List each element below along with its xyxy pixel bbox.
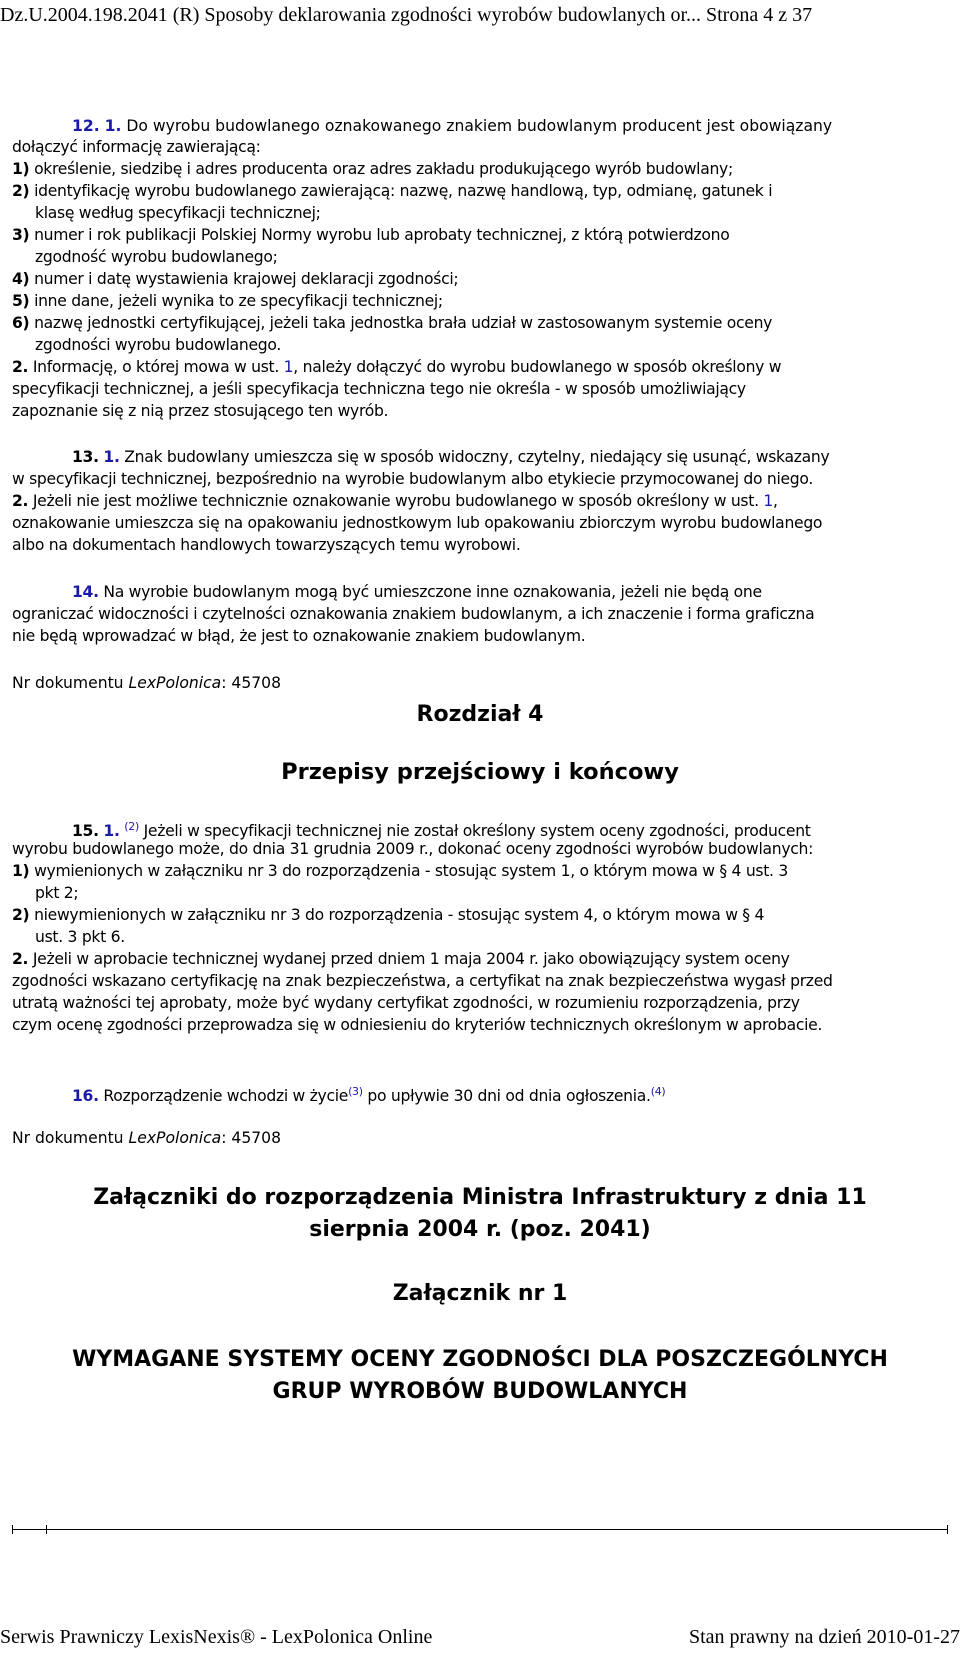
annex-title-line: Załączniki do rozporządzenia Ministra Infrastruktury z dnia 11 bbox=[93, 1185, 867, 1210]
list-text: numer i datę wystawienia krajowej deklaracji zgodności; bbox=[34, 270, 459, 288]
paragraph-text: Jeżeli w specyfikacji technicznej nie został określony system oceny zgodności, producent bbox=[143, 822, 811, 840]
document-number-label: Nr dokumentu bbox=[12, 674, 129, 692]
section-number: 16. bbox=[72, 1087, 99, 1105]
paragraph-text-line: nie będą wprowadzać w błąd, że jest to oznakowanie znakiem budowlanym. bbox=[12, 627, 586, 645]
paragraph-16 bbox=[72, 1082, 665, 1106]
paragraph-text-line: w specyfikacji technicznej, bezpośrednio na wyrobie budowlanym albo etykiecie przymocowanej do niego. bbox=[12, 470, 814, 488]
page-header: Dz.U.2004.198.2041 (R) Sposoby deklarowania zgodności wyrobów budowlanych or... Strona 4 z 37 bbox=[0, 4, 813, 26]
table-column-tick bbox=[46, 1525, 47, 1534]
document-number-value: : 45708 bbox=[221, 674, 282, 692]
paragraph-number: 2. bbox=[12, 358, 29, 376]
paragraph-text: Jeżeli w aprobacie technicznej wydanej przed dniem 1 maja 2004 r. jako obowiązujący system oceny bbox=[32, 950, 790, 968]
footer-right: Stan prawny na dzień 2010-01-27 bbox=[688, 1626, 960, 1648]
paragraph-text: , bbox=[773, 492, 778, 510]
footnote-link[interactable]: (4) bbox=[650, 1085, 666, 1098]
annex-heading-line: GRUP WYROBÓW BUDOWLANYCH bbox=[272, 1379, 688, 1404]
footer-left: Serwis Prawniczy LexisNexis® - LexPolonica Online bbox=[0, 1626, 433, 1648]
list-item-continuation: zgodność wyrobu budowlanego; bbox=[35, 248, 278, 266]
list-item bbox=[12, 269, 458, 289]
paragraph-number: 1. bbox=[103, 448, 120, 466]
paragraph-text-line: dołączyć informację zawierającą: bbox=[12, 138, 261, 156]
document-number bbox=[12, 1128, 281, 1148]
annex-title-line: sierpnia 2004 r. (poz. 2041) bbox=[309, 1217, 651, 1242]
document-number-value: : 45708 bbox=[221, 1129, 282, 1147]
list-item-continuation: zgodności wyrobu budowlanego. bbox=[35, 336, 282, 354]
paragraph-number: 2. bbox=[12, 950, 29, 968]
paragraph-13-1 bbox=[72, 447, 829, 467]
footnote-link[interactable]: (2) bbox=[124, 820, 139, 833]
list-item bbox=[12, 159, 733, 179]
list-item bbox=[12, 291, 443, 311]
paragraph-text-line: ograniczać widoczności i czytelności oznakowania znakiem budowlanym, a ich znaczenie i forma graficzna bbox=[12, 605, 815, 623]
paragraph-text: po upływie 30 dni od dnia ogłoszenia. bbox=[362, 1087, 651, 1105]
paragraph-number: 1. bbox=[103, 822, 120, 840]
list-number: 4) bbox=[12, 270, 30, 288]
footnote-link[interactable]: (3) bbox=[348, 1085, 363, 1098]
paragraph-text-line: zapoznanie się z nią przez stosującego ten wyrób. bbox=[12, 402, 389, 420]
list-number: 3) bbox=[12, 226, 30, 244]
section-number: 14. bbox=[72, 583, 99, 601]
paragraph-text-line: specyfikacji technicznej, a jeśli specyfikacja techniczna tego nie określa - w sposób umożliwiający bbox=[12, 380, 746, 398]
document-number-label: Nr dokumentu bbox=[12, 1129, 129, 1147]
section-number: 15. bbox=[72, 822, 99, 840]
section-number: 13. bbox=[72, 448, 99, 466]
list-number: 1) bbox=[12, 862, 30, 880]
paragraph-text: , należy dołączyć do wyrobu budowlanego w sposób określony w bbox=[293, 358, 782, 376]
list-text: określenie, siedzibę i adres producenta oraz adres zakładu produkującego wyrób budowlany; bbox=[34, 160, 733, 178]
paragraph-text: Do wyrobu budowlanego oznakowanego znakiem budowlanym producent jest obowiązany bbox=[126, 117, 833, 135]
paragraph-text: Znak budowlany umieszcza się w sposób widoczny, czytelny, niedający się usunąć, wskazany bbox=[124, 448, 830, 466]
list-item bbox=[12, 181, 772, 201]
paragraph-text-line: czym ocenę zgodności przeprowadza się w odniesieniu do kryteriów technicznych określonym w aprobacie. bbox=[12, 1016, 823, 1034]
paragraph-text-line: wyrobu budowlanego może, do dnia 31 grudnia 2009 r., dokonać oceny zgodności wyrobów budowlanych: bbox=[12, 840, 814, 858]
paragraph-14 bbox=[72, 582, 762, 602]
list-number: 2) bbox=[12, 906, 30, 924]
paragraph-12-1 bbox=[72, 116, 832, 136]
chapter-title: Rozdział 4 bbox=[416, 702, 544, 727]
paragraph-15-2 bbox=[12, 949, 790, 969]
list-text: numer i rok publikacji Polskiej Normy wyrobu lub aprobaty technicznej, z którą potwierdzono bbox=[34, 226, 730, 244]
table-column-tick bbox=[947, 1525, 948, 1534]
reference-link[interactable]: 1 bbox=[283, 358, 294, 376]
paragraph-text: Jeżeli nie jest możliwe technicznie oznakowanie wyrobu budowlanego w sposób określony w ust. bbox=[32, 492, 759, 510]
list-item-continuation: klasę według specyfikacji technicznej; bbox=[35, 204, 321, 222]
lexpolonica-brand: LexPolonica bbox=[128, 1129, 222, 1147]
reference-link[interactable]: 1 bbox=[763, 492, 774, 510]
lexpolonica-brand: LexPolonica bbox=[128, 674, 222, 692]
list-text: niewymienionych w załączniku nr 3 do rozporządzenia - stosując system 4, o którym mowa w § 4 bbox=[34, 906, 765, 924]
paragraph-text-line: zgodności wskazano certyfikację na znak bezpieczeństwa, a certyfikat na znak bezpieczeństwa wygasł przed bbox=[12, 972, 833, 990]
table-column-tick bbox=[12, 1525, 13, 1534]
list-number: 5) bbox=[12, 292, 30, 310]
paragraph-number: 1. bbox=[104, 117, 122, 135]
paragraph-text: Na wyrobie budowlanym mogą być umieszczone inne oznakowania, jeżeli nie będą one bbox=[103, 583, 762, 601]
list-item bbox=[12, 861, 788, 881]
annex-number: Załącznik nr 1 bbox=[392, 1281, 568, 1306]
section-number: 12. bbox=[72, 117, 100, 135]
paragraph-text: Rozporządzenie wchodzi w życie bbox=[103, 1087, 349, 1105]
list-item-continuation: ust. 3 pkt 6. bbox=[35, 928, 125, 946]
paragraph-12-2 bbox=[12, 357, 781, 377]
list-number: 1) bbox=[12, 160, 30, 178]
list-item-continuation: pkt 2; bbox=[35, 884, 79, 902]
list-item bbox=[12, 225, 729, 245]
list-item bbox=[12, 905, 764, 925]
paragraph-text-line: utratą ważności tej aprobaty, może być wydany certyfikat zgodności, w rozumieniu rozporządzenia, przy bbox=[12, 994, 800, 1012]
paragraph-15-1 bbox=[72, 817, 811, 841]
list-text: identyfikację wyrobu budowlanego zawierającą: nazwę, nazwę handlową, typ, odmianę, gatunek i bbox=[34, 182, 773, 200]
paragraph-text: Informację, o której mowa w ust. bbox=[32, 358, 279, 376]
list-number: 2) bbox=[12, 182, 30, 200]
table-top-rule bbox=[12, 1529, 948, 1530]
document-number bbox=[12, 673, 281, 693]
list-item bbox=[12, 313, 772, 333]
paragraph-number: 2. bbox=[12, 492, 29, 510]
chapter-subtitle: Przepisy przejściowy i końcowy bbox=[281, 759, 679, 785]
list-text: inne dane, jeżeli wynika to ze specyfikacji technicznej; bbox=[34, 292, 443, 310]
annex-heading-line: WYMAGANE SYSTEMY OCENY ZGODNOŚCI DLA POSZCZEGÓLNYCH bbox=[72, 1347, 888, 1372]
list-text: wymienionych w załączniku nr 3 do rozporządzenia - stosując system 1, o którym mowa w § 4 ust. 3 bbox=[34, 862, 788, 880]
paragraph-text-line: oznakowanie umieszcza się na opakowaniu jednostkowym lub opakowaniu zbiorczym wyrobu budowlanego bbox=[12, 514, 823, 532]
list-number: 6) bbox=[12, 314, 30, 332]
paragraph-text-line: albo na dokumentach handlowych towarzyszących temu wyrobowi. bbox=[12, 536, 521, 554]
paragraph-13-2 bbox=[12, 491, 778, 511]
list-text: nazwę jednostki certyfikującej, jeżeli taka jednostka brała udział w zastosowanym systemie oceny bbox=[34, 314, 773, 332]
